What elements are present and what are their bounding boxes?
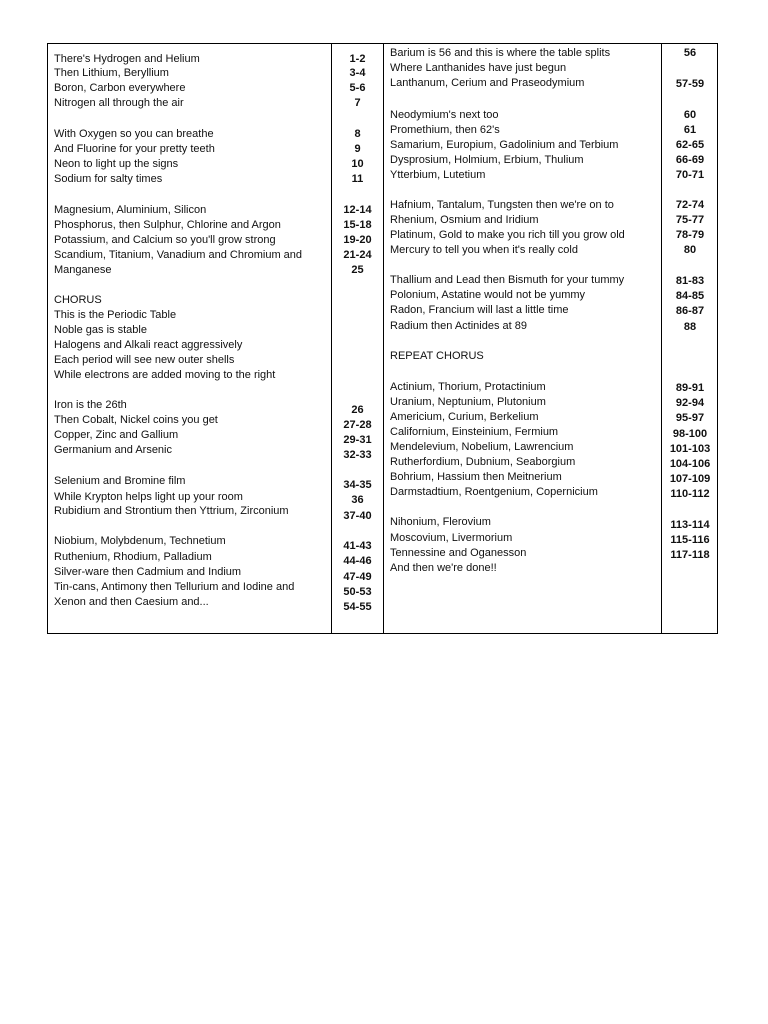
element-number: 47-49 — [343, 571, 372, 583]
element-number: 66-69 — [675, 154, 705, 166]
lyric-line: Copper, Zinc and Gallium — [54, 429, 179, 441]
element-number: 54-55 — [343, 601, 372, 613]
lyric-line: Each period will see new outer shells — [54, 354, 235, 366]
element-number: 34-35 — [343, 479, 372, 491]
lyric-line: Nitrogen all through the air — [54, 97, 184, 109]
element-number: 92-94 — [675, 397, 705, 409]
lyric-line: Tin-cans, Antimony then Tellurium and Iodine and — [54, 581, 295, 593]
element-number: 37-40 — [343, 510, 372, 522]
element-number: 12-14 — [343, 204, 372, 216]
lyric-line: Neon to light up the signs — [54, 158, 179, 170]
element-number: 115-116 — [670, 534, 710, 546]
element-number: 75-77 — [675, 214, 705, 226]
lyric-line: Mercury to tell you when it's really cold — [390, 244, 578, 256]
element-number: 5-6 — [349, 82, 366, 94]
lyric-line: Radon, Francium will last a little time — [390, 304, 569, 316]
element-number: 78-79 — [675, 229, 705, 241]
element-number: 44-46 — [343, 555, 372, 567]
lyric-line: Barium is 56 and this is where the table splits — [390, 47, 611, 59]
lyric-line: Hafnium, Tantalum, Tungsten then we're on to — [390, 199, 614, 211]
lyric-line: Then Lithium, Beryllium — [54, 67, 169, 79]
lyric-line: Scandium, Titanium, Vanadium and Chromium and — [54, 249, 303, 261]
element-number: 88 — [683, 321, 697, 333]
element-number: 117-118 — [670, 549, 710, 561]
element-number: 19-20 — [343, 234, 372, 246]
lyric-line: Dysprosium, Holmium, Erbium, Thulium — [390, 154, 584, 166]
element-number: 7 — [354, 97, 361, 109]
element-number: 11 — [351, 173, 364, 185]
lyric-line: Americium, Curium, Berkelium — [390, 411, 539, 423]
element-number: 110-112 — [670, 488, 710, 500]
lyric-line: Xenon and then Caesium and... — [54, 596, 209, 608]
element-number: 29-31 — [343, 434, 372, 446]
element-number: 36 — [351, 494, 364, 506]
lyric-line: Niobium, Molybdenum, Technetium — [54, 535, 226, 547]
lyric-line: Magnesium, Aluminium, Silicon — [54, 204, 207, 216]
lyric-line: Mendelevium, Nobelium, Lawrencium — [390, 441, 574, 453]
element-number: 70-71 — [675, 169, 705, 181]
lyric-line: Ruthenium, Rhodium, Palladium — [54, 551, 212, 563]
lyric-line: CHORUS — [54, 294, 102, 306]
element-number: 113-114 — [670, 519, 710, 531]
element-number: 1-2 — [349, 53, 366, 65]
element-number: 60 — [683, 109, 697, 121]
lyric-line: While electrons are added moving to the right — [54, 369, 276, 381]
lyric-line: REPEAT CHORUS — [390, 350, 484, 362]
element-number: 89-91 — [675, 382, 705, 394]
lyric-line: This is the Periodic Table — [54, 309, 177, 321]
element-number: 95-97 — [675, 412, 705, 424]
element-number: 104-106 — [669, 458, 711, 470]
lyric-line: There's Hydrogen and Helium — [54, 53, 200, 65]
element-number: 57-59 — [675, 78, 705, 90]
element-number: 21-24 — [343, 249, 372, 261]
element-number: 80 — [683, 244, 697, 256]
lyric-line: Darmstadtium, Roentgenium, Copernicium — [390, 486, 598, 498]
lyric-line: And then we're done!! — [390, 562, 497, 574]
element-number: 32-33 — [343, 449, 372, 461]
lyric-line: Phosphorus, then Sulphur, Chlorine and Argon — [54, 219, 281, 231]
lyric-line: Radium then Actinides at 89 — [390, 320, 527, 332]
element-number: 10 — [351, 158, 364, 170]
lyric-line: Uranium, Neptunium, Plutonium — [390, 396, 546, 408]
lyric-line: Platinum, Gold to make you rich till you grow old — [390, 229, 625, 241]
lyric-line: Bohrium, Hassium then Meitnerium — [390, 471, 562, 483]
lyric-line: Sodium for salty times — [54, 173, 163, 185]
element-number: 101-103 — [669, 443, 711, 455]
lyric-line: While Krypton helps light up your room — [54, 491, 243, 503]
lyric-line: Silver-ware then Cadmium and Indium — [54, 566, 242, 578]
element-number: 98-100 — [672, 428, 708, 440]
lyric-line: Ytterbium, Lutetium — [390, 169, 486, 181]
lyric-line: Tennessine and Oganesson — [390, 547, 527, 559]
lyric-line: Californium, Einsteinium, Fermium — [390, 426, 559, 438]
lyric-line: Noble gas is stable — [54, 324, 147, 336]
lyric-line: Then Cobalt, Nickel coins you get — [54, 414, 218, 426]
lyric-line: Lanthanum, Cerium and Praseodymium — [390, 77, 585, 89]
element-number: 9 — [354, 143, 361, 155]
lyric-line: And Fluorine for your pretty teeth — [54, 143, 215, 155]
lyric-line: Rhenium, Osmium and Iridium — [390, 214, 539, 226]
lyric-line: Rubidium and Strontium then Yttrium, Zirconium — [54, 505, 289, 517]
lyric-line: Where Lanthanides have just begun — [390, 62, 567, 74]
lyric-line: Polonium, Astatine would not be yummy — [390, 289, 586, 301]
element-number: 86-87 — [675, 305, 705, 317]
element-number: 84-85 — [675, 290, 705, 302]
element-number: 15-18 — [343, 219, 372, 231]
lyric-line: Halogens and Alkali react aggressively — [54, 339, 243, 351]
lyric-line: Neodymium's next too — [390, 109, 499, 121]
lyric-line: Samarium, Europium, Gadolinium and Terbium — [390, 139, 619, 151]
element-number: 26 — [351, 404, 364, 416]
lyric-line: With Oxygen so you can breathe — [54, 128, 214, 140]
element-number: 25 — [351, 264, 364, 276]
element-number: 72-74 — [675, 199, 705, 211]
element-number: 56 — [683, 47, 697, 59]
element-number: 27-28 — [343, 419, 372, 431]
lyric-line: Germanium and Arsenic — [54, 444, 172, 456]
lyric-line: Rutherfordium, Dubnium, Seaborgium — [390, 456, 576, 468]
lyric-line: Selenium and Bromine film — [54, 475, 186, 487]
lyric-line: Thallium and Lead then Bismuth for your tummy — [390, 274, 625, 286]
lyric-line: Actinium, Thorium, Protactinium — [390, 381, 546, 393]
lyric-line: Manganese — [54, 264, 112, 276]
lyric-line: Promethium, then 62's — [390, 124, 500, 136]
element-number: 81-83 — [675, 275, 705, 287]
lyric-line: Potassium, and Calcium so you'll grow strong — [54, 234, 276, 246]
column-divider — [383, 44, 384, 633]
element-number: 50-53 — [343, 586, 372, 598]
lyric-line: Moscovium, Livermorium — [390, 532, 513, 544]
element-number: 8 — [354, 128, 361, 140]
lyric-line: Nihonium, Flerovium — [390, 516, 491, 528]
lyrics-table — [47, 43, 718, 634]
lyric-line: Iron is the 26th — [54, 399, 127, 411]
element-number: 41-43 — [343, 540, 372, 552]
element-number: 61 — [683, 124, 697, 136]
lyric-line: Boron, Carbon everywhere — [54, 82, 186, 94]
element-number: 62-65 — [675, 139, 705, 151]
element-number: 3-4 — [349, 67, 366, 79]
element-number: 107-109 — [669, 473, 711, 485]
